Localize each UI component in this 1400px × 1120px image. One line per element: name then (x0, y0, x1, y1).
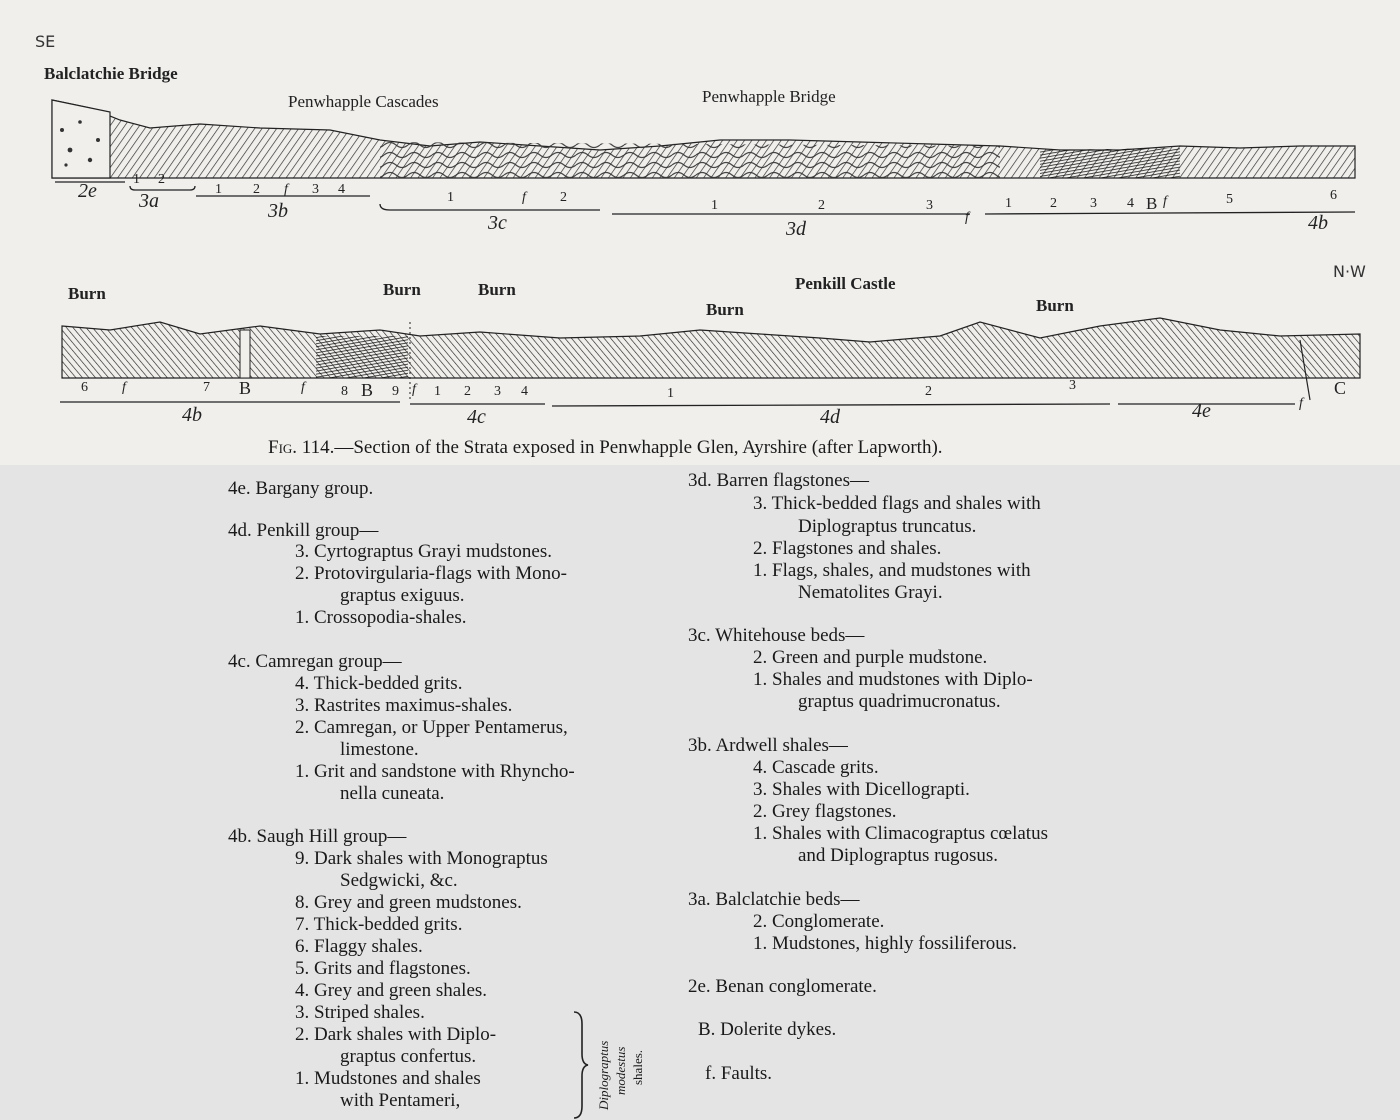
legend-group-4e: 4e. Bargany group. (228, 478, 374, 499)
place-label: Burn (68, 284, 106, 303)
legend-item: 3. Striped shales. (295, 1002, 425, 1023)
legend-item-cont: and Diplograptus rugosus. (798, 845, 999, 866)
legend-item: 8. Grey and green mudstones. (295, 892, 522, 913)
legend-item: 1. Shales with Climacograptus cœlatus (753, 823, 1048, 844)
bed-label: f (1163, 194, 1167, 209)
place-label: Burn (478, 280, 516, 299)
group-label: 3c (488, 212, 507, 234)
group-label: 4d (820, 406, 840, 428)
group-label: 4e (1192, 400, 1211, 422)
legend-item: 2. Flagstones and shales. (753, 538, 942, 559)
legend-item: 2. Grey flagstones. (753, 801, 897, 822)
legend-faults: f. Faults. (705, 1063, 773, 1084)
brace-note: shales. (630, 1049, 645, 1085)
legend-item: 3. Rastrites maximus-shales. (295, 695, 513, 716)
brace-note: Diplograptus (596, 1040, 611, 1110)
brace-note: modestus (613, 1046, 628, 1095)
legend-item: 7. Thick-bedded grits. (295, 914, 463, 935)
caption-text: —Section of the Strata exposed in Penwhapple Glen, Ayrshire (after Lapworth). (334, 437, 943, 458)
bed-label: C (1334, 378, 1347, 398)
bed-label: 3 (312, 182, 319, 197)
group-label: 2e (78, 180, 97, 202)
bed-label: 4 (1127, 196, 1134, 211)
bed-label: 1 (215, 182, 222, 197)
legend-item: 2. Conglomerate. (753, 911, 885, 932)
bed-label: 2 (818, 198, 825, 213)
bed-label: f (1299, 396, 1303, 411)
bed-label: 1 (434, 384, 441, 399)
legend-item: 1. Mudstones, highly fossiliferous. (753, 933, 1017, 954)
bed-label: 3 (926, 198, 933, 213)
bed-label: 2 (1050, 196, 1057, 211)
place-label: Penwhapple Cascades (288, 92, 439, 111)
place-label: Penwhapple Bridge (702, 87, 836, 106)
legend-group-2e: 2e. Benan conglomerate. (688, 976, 877, 997)
figure-caption (268, 437, 943, 459)
bed-label: 6 (81, 380, 88, 395)
place-label: Penkill Castle (795, 274, 896, 293)
legend-group-4b: 4b. Saugh Hill group— (228, 826, 407, 847)
section-drawing (0, 0, 1400, 465)
legend-item: 2. Green and purple mudstone. (753, 647, 988, 668)
legend-item: 4. Thick-bedded grits. (295, 673, 463, 694)
bed-label: f (284, 182, 288, 197)
legend-group-3d: 3d. Barren flagstones— (688, 470, 869, 491)
legend-item: 1. Shales and mudstones with Diplo- (753, 669, 1033, 690)
strata-legend (0, 465, 1400, 1120)
legend-group-4c: 4c. Camregan group— (228, 651, 402, 672)
legend-item: 1. Mudstones and shales (295, 1068, 481, 1089)
legend-group-3a: 3a. Balclatchie beds— (688, 889, 860, 910)
bed-label: 2 (253, 182, 260, 197)
bed-label: 2 (158, 172, 165, 187)
legend-item: 1. Crossopodia-shales. (295, 607, 467, 628)
bed-label: 8 (341, 384, 348, 399)
legend-item: 2. Camregan, or Upper Pentamerus, (295, 717, 568, 738)
legend-item-cont: Diplograptus truncatus. (798, 516, 977, 537)
bed-label: 7 (203, 380, 210, 395)
figure-number: Fig. 114. (268, 437, 335, 458)
bed-label: f (522, 190, 526, 205)
group-label: 4c (467, 406, 486, 428)
group-label: 3d (786, 218, 806, 240)
legend-item: 2. Protovirgularia-flags with Mono- (295, 563, 567, 584)
place-label: Burn (383, 280, 421, 299)
legend-item: 1. Grit and sandstone with Rhyncho- (295, 761, 575, 782)
brace-icon (570, 1010, 590, 1120)
bed-label: 3 (1069, 378, 1076, 393)
group-label: 3a (139, 190, 159, 212)
bed-label: B (239, 378, 252, 398)
legend-item: 4. Cascade grits. (753, 757, 879, 778)
bed-label: 3 (494, 384, 501, 399)
legend-group-3b: 3b. Ardwell shales— (688, 735, 848, 756)
legend-item: 3. Cyrtograptus Grayi mudstones. (295, 541, 553, 562)
legend-item-cont: limestone. (340, 739, 419, 760)
legend-item-cont: nella cuneata. (340, 783, 445, 804)
bed-label: 9 (392, 384, 399, 399)
legend-item-cont: graptus confertus. (340, 1046, 477, 1067)
bed-label: 4 (521, 384, 528, 399)
bed-label: 2 (560, 190, 567, 205)
bed-label: 1 (133, 172, 140, 187)
legend-item-cont: graptus quadrimucronatus. (798, 691, 1001, 712)
bed-label: 1 (667, 386, 674, 401)
bed-label: B (361, 380, 374, 400)
place-label: Burn (706, 300, 744, 319)
group-label: 4b (1308, 212, 1328, 234)
lower-section-strata (62, 318, 1360, 378)
bed-label: B (1146, 194, 1158, 213)
legend-item: 3. Shales with Dicellograpti. (753, 779, 970, 800)
legend-group-4d: 4d. Penkill group— (228, 520, 379, 541)
bed-label: f (301, 380, 305, 395)
place-label: Balclatchie Bridge (44, 64, 178, 83)
direction-se: SE (35, 32, 56, 51)
bed-label: 3 (1090, 196, 1097, 211)
bed-label: 1 (1005, 196, 1012, 211)
geological-section-figure (0, 0, 1400, 465)
bed-label: 6 (1330, 188, 1337, 203)
bed-label: 4 (338, 182, 345, 197)
direction-nw: N·W (1333, 262, 1366, 281)
legend-item: 3. Thick-bedded flags and shales with (753, 493, 1041, 514)
bed-label: 5 (1226, 192, 1233, 207)
legend-item: 4. Grey and green shales. (295, 980, 488, 1001)
bed-label: f (412, 382, 416, 397)
legend-group-3c: 3c. Whitehouse beds— (688, 625, 865, 646)
place-label: Burn (1036, 296, 1074, 315)
legend-item: 1. Flags, shales, and mudstones with (753, 560, 1031, 581)
legend-item-cont: Nematolites Grayi. (798, 582, 943, 603)
bed-label: 1 (711, 198, 718, 213)
legend-dykes: B. Dolerite dykes. (698, 1019, 837, 1040)
group-label: 3b (268, 200, 288, 222)
legend-item-cont: with Pentameri, (340, 1090, 461, 1111)
legend-item: 2. Dark shales with Diplo- (295, 1024, 497, 1045)
bed-label: 2 (925, 384, 932, 399)
bed-label: 2 (464, 384, 471, 399)
bed-label: f (122, 380, 126, 395)
bed-label: 1 (447, 190, 454, 205)
legend-item: 5. Grits and flagstones. (295, 958, 471, 979)
legend-item-cont: Sedgwicki, &c. (340, 870, 458, 891)
legend-item: 9. Dark shales with Monograptus (295, 848, 548, 869)
legend-item: 6. Flaggy shales. (295, 936, 423, 957)
group-label: 4b (182, 404, 202, 426)
bed-label: f (965, 210, 969, 225)
legend-item-cont: graptus exiguus. (340, 585, 465, 606)
